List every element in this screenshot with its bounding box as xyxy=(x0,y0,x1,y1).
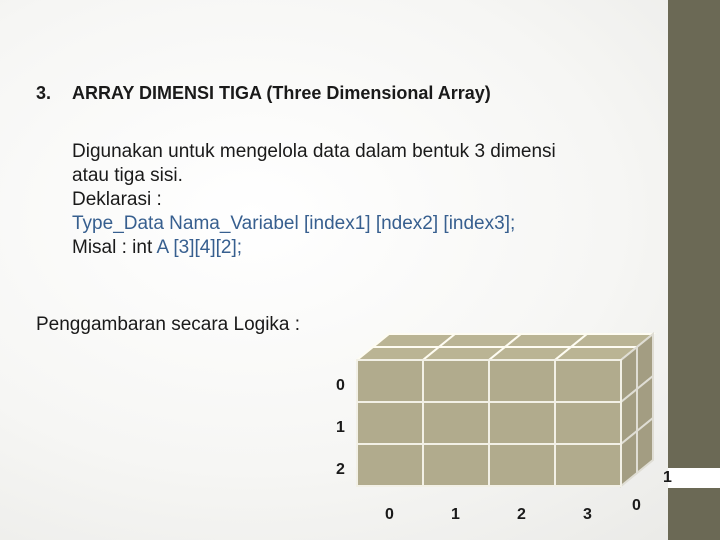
cube-front-cell xyxy=(489,360,555,402)
row-index-label: 0 xyxy=(336,377,345,394)
example-dimensions: [3][4][2]; xyxy=(168,237,243,258)
cube-front-cell xyxy=(357,360,423,402)
declaration-label: Deklarasi : xyxy=(72,189,162,210)
cube-front-cell xyxy=(489,402,555,444)
cube-front-cell xyxy=(357,444,423,486)
cube-front-cell xyxy=(357,402,423,444)
logic-illustration-label: Penggambaran secara Logika : xyxy=(36,314,301,335)
cube-front-cell xyxy=(555,360,621,402)
cube-front-cell xyxy=(555,444,621,486)
cube-front-cell xyxy=(555,402,621,444)
declaration-syntax: Type_Data Nama_Variabel [index1] [ndex2] [index3]; xyxy=(72,213,516,234)
depth-index-label: 1 xyxy=(663,469,672,486)
depth-index-label: 0 xyxy=(632,497,641,514)
array-3d-cube-diagram xyxy=(330,310,690,510)
column-index-label: 0 xyxy=(385,506,394,523)
description-block xyxy=(72,140,556,260)
section-heading xyxy=(36,83,491,104)
section-number: 3. xyxy=(36,83,52,103)
example-prefix: Misal : int xyxy=(72,237,157,258)
cube-front-cell xyxy=(423,444,489,486)
column-index-label: 3 xyxy=(583,506,592,523)
cube-front-cell xyxy=(423,402,489,444)
example-variable: A xyxy=(156,237,169,258)
row-index-label: 1 xyxy=(336,419,345,436)
column-index-label: 2 xyxy=(517,506,526,523)
description-line-2: atau tiga sisi. xyxy=(72,165,183,186)
column-index-label: 1 xyxy=(451,506,460,523)
row-index-label: 2 xyxy=(336,461,345,478)
section-title: ARRAY DIMENSI TIGA (Three Dimensional Array) xyxy=(72,83,491,103)
description-line-1: Digunakan untuk mengelola data dalam bentuk 3 dimensi xyxy=(72,141,556,162)
cube-front-cell xyxy=(489,444,555,486)
cube-front-cell xyxy=(423,360,489,402)
example-line xyxy=(72,236,556,260)
